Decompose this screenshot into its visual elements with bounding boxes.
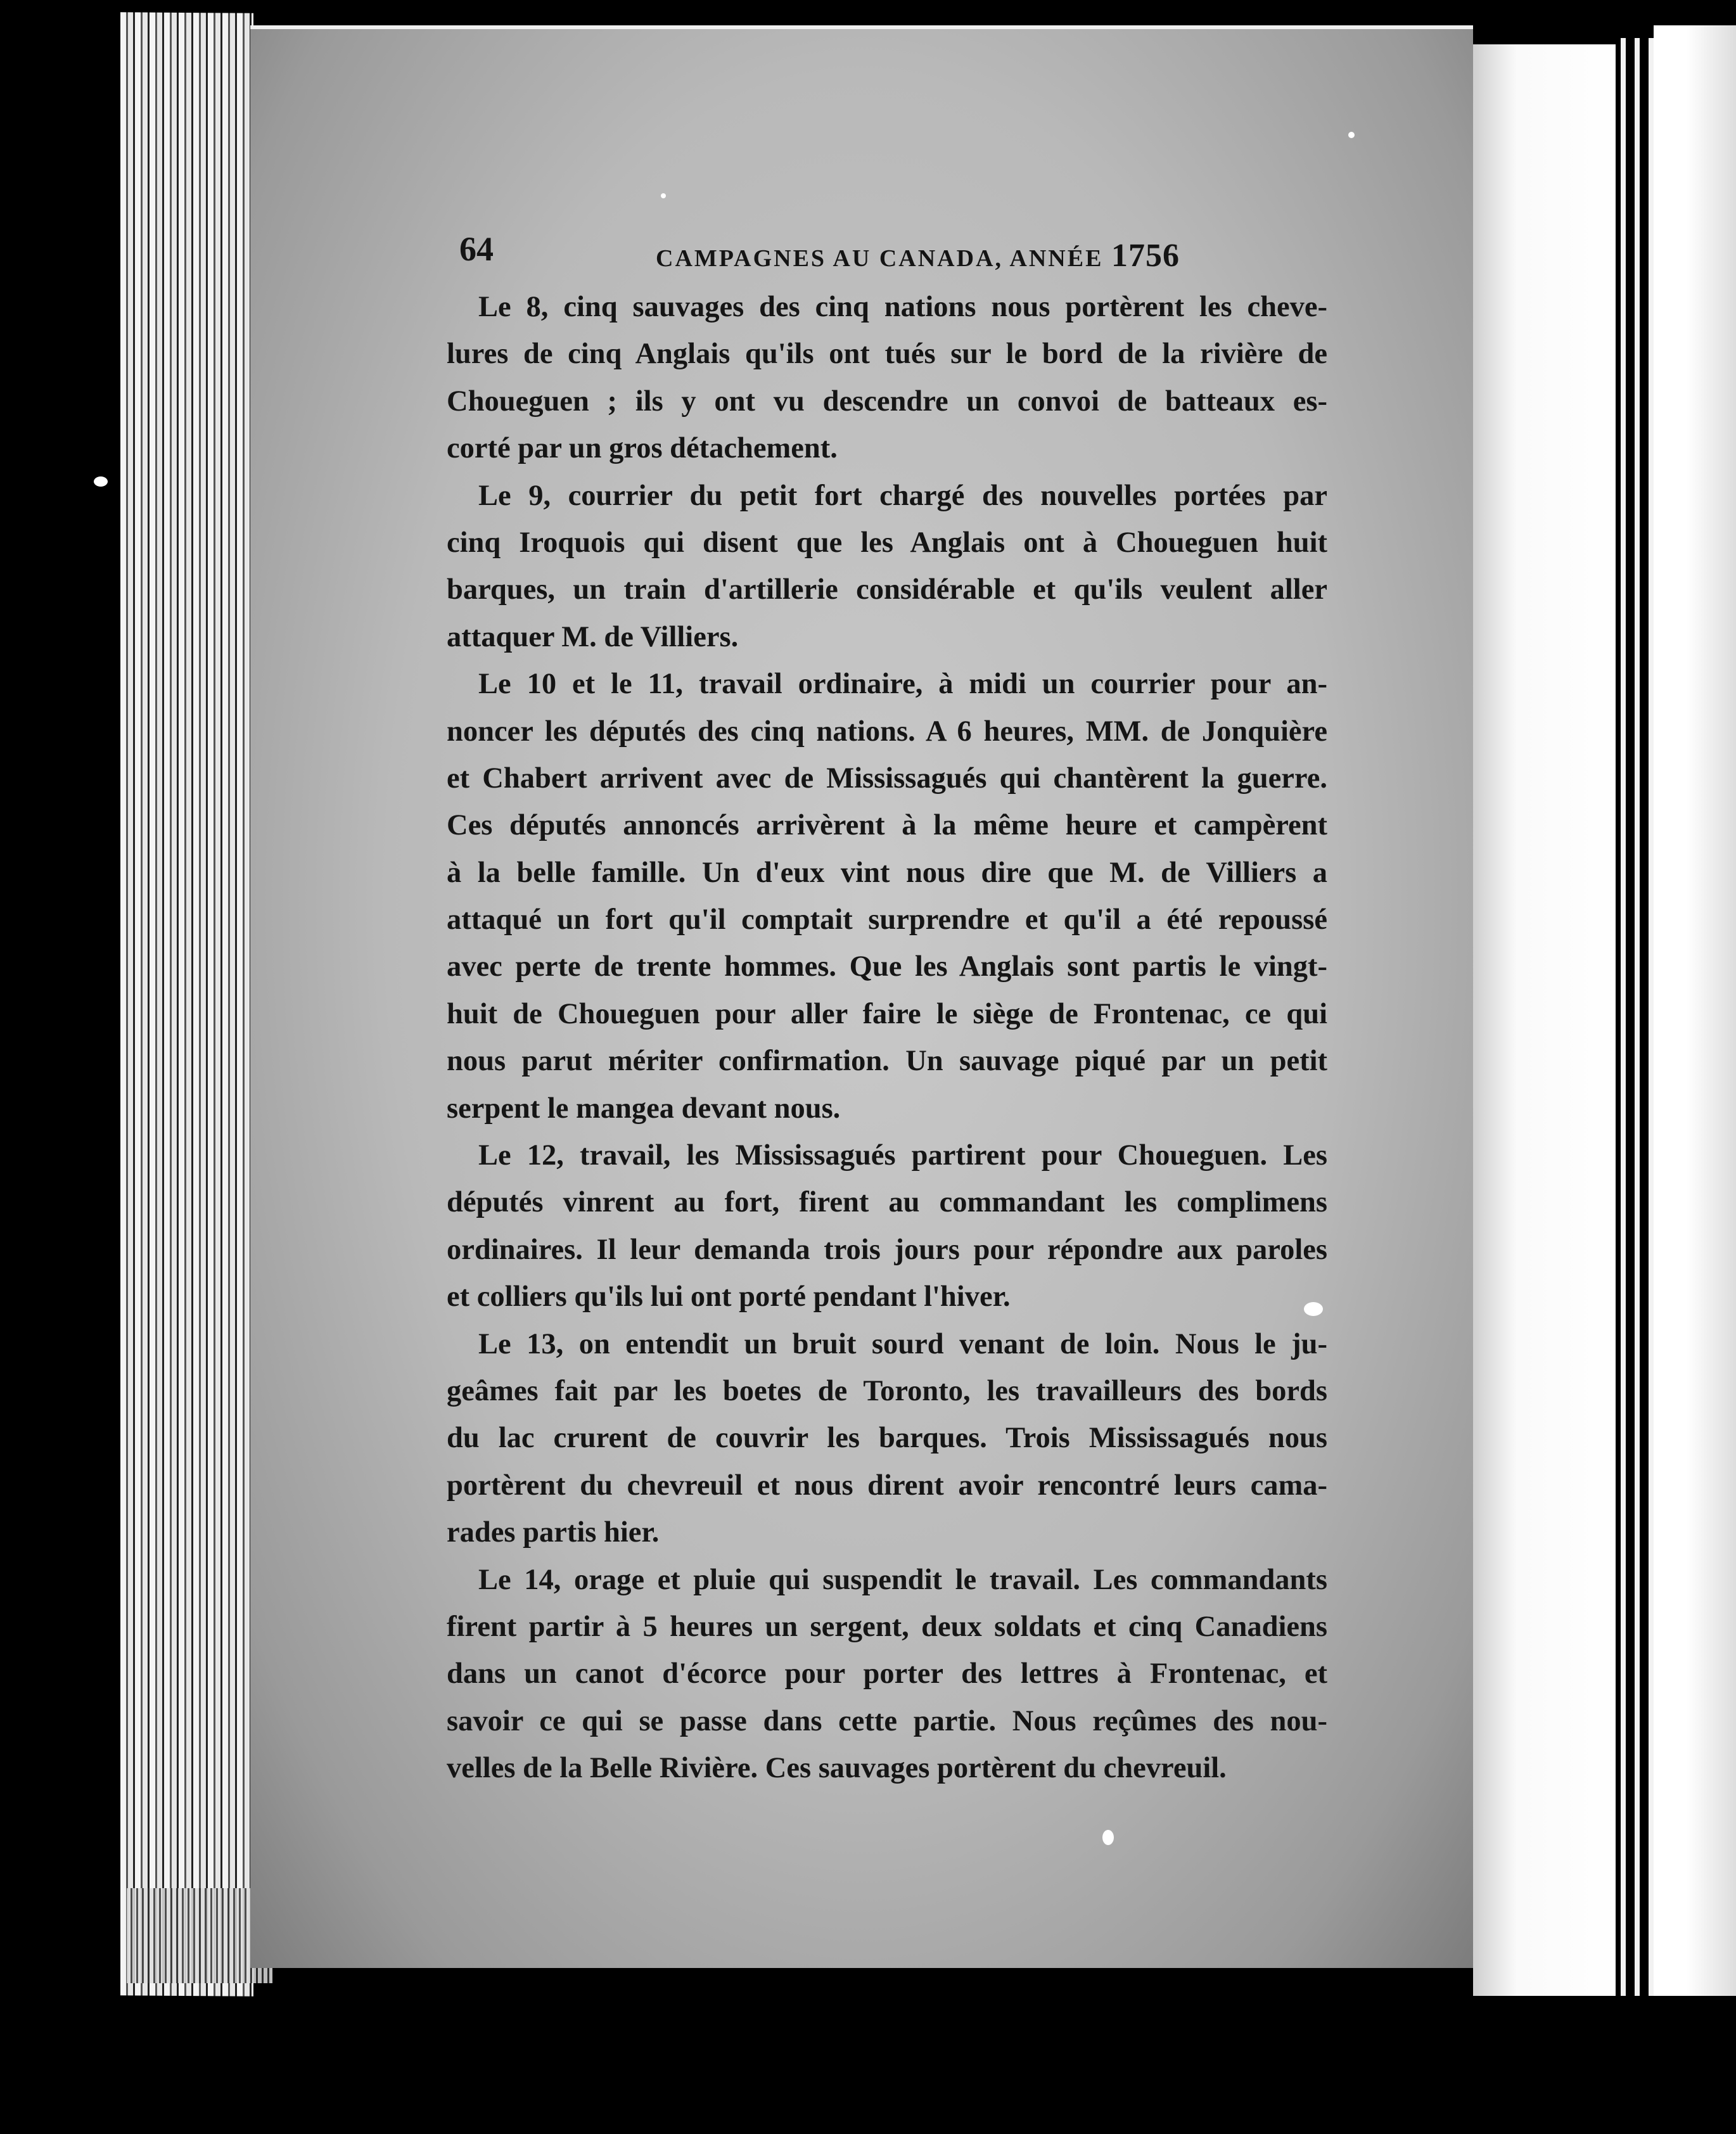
scan-speck xyxy=(1102,1830,1114,1845)
text-line: firent partir à 5 heures un sergent, deux soldats et cinq Canadiens xyxy=(447,1610,1327,1643)
running-head-title: CAMPAGNES AU CANADA, ANNÉE xyxy=(656,245,1104,272)
text-line: savoir ce qui se passe dans cette partie. Nous reçûmes des nou- xyxy=(447,1704,1327,1737)
text-line: Le 10 et le 11, travail ordinaire, à midi un courrier pour an- xyxy=(478,668,1327,701)
facing-page-edge xyxy=(1654,25,1736,1996)
text-line: attaqué un fort qu'il comptait surprendre et qu'il a été repoussé xyxy=(447,904,1327,936)
text-line: ordinaires. Il leur demanda trois jours pour répondre aux paroles xyxy=(447,1233,1327,1266)
text-line: rades partis hier. xyxy=(447,1516,660,1549)
scan-speck xyxy=(661,193,666,198)
paragraph xyxy=(447,473,1327,661)
stacked-page-edges xyxy=(120,12,253,1996)
text-line: serpent le mangea devant nous. xyxy=(447,1092,841,1125)
adjacent-page-margin xyxy=(1473,44,1619,1996)
page-header xyxy=(459,227,1180,278)
text-line: corté par un gros détachement. xyxy=(447,432,838,465)
scan-speck xyxy=(1304,1302,1323,1316)
text-line: et Chabert arrivent avec de Mississagués qui chantèrent la guerre. xyxy=(447,762,1327,795)
text-line: Le 9, courrier du petit fort chargé des nouvelles portées par xyxy=(478,479,1327,512)
text-line: Le 13, on entendit un bruit sourd venant de loin. Nous le ju- xyxy=(478,1327,1327,1360)
scan-speck xyxy=(1348,132,1355,138)
text-line: portèrent du chevreuil et nous dirent avoir rencontré leurs cama- xyxy=(447,1469,1327,1502)
running-head xyxy=(656,237,1180,274)
text-line: Le 8, cinq sauvages des cinq nations nous portèrent les cheve- xyxy=(478,291,1327,323)
text-line: geâmes fait par les boetes de Toronto, les travailleurs des bords xyxy=(447,1374,1327,1407)
text-line: à la belle famille. Un d'eux vint nous dire que M. de Villiers a xyxy=(447,856,1327,889)
body-text xyxy=(447,284,1327,1792)
text-line: du lac crurent de couvrir les barques. Trois Mississagués nous xyxy=(447,1422,1327,1455)
text-line: cinq Iroquois qui disent que les Anglais ont à Choueguen huit xyxy=(447,526,1327,559)
text-line: huit de Choueguen pour aller faire le siège de Frontenac, ce qui xyxy=(447,997,1327,1030)
text-line: barques, un train d'artillerie considérable et qu'ils veulent aller xyxy=(447,573,1327,606)
running-head-year: 1756 xyxy=(1111,238,1180,274)
gutter-edge xyxy=(1616,38,1654,1996)
paragraph xyxy=(447,1557,1327,1792)
text-line: et colliers qu'ils lui ont porté pendant l'hiver. xyxy=(447,1281,1011,1313)
text-line: députés vinrent au fort, firent au commandant les complimens xyxy=(447,1186,1327,1219)
text-line: dans un canot d'écorce pour porter des lettres à Frontenac, et xyxy=(447,1658,1327,1690)
text-line: lures de cinq Anglais qu'ils ont tués sur le bord de la rivière de xyxy=(447,338,1327,371)
paragraph xyxy=(447,1132,1327,1321)
text-line: Le 12, travail, les Mississagués partirent pour Choueguen. Les xyxy=(478,1139,1327,1172)
text-line: nous parut mériter confirmation. Un sauvage piqué par un petit xyxy=(447,1045,1327,1078)
text-line: velles de la Belle Rivière. Ces sauvages portèrent du chevreuil. xyxy=(447,1752,1227,1785)
page-number: 64 xyxy=(459,230,494,268)
paragraph xyxy=(447,284,1327,473)
text-line: Choueguen ; ils y ont vu descendre un convoi de batteaux es- xyxy=(447,385,1327,418)
text-line: avec perte de trente hommes. Que les Anglais sont partis le vingt- xyxy=(447,950,1327,983)
paragraph xyxy=(447,661,1327,1132)
text-line: noncer les députés des cinq nations. A 6 heures, MM. de Jonquière xyxy=(447,715,1327,748)
paragraph xyxy=(447,1321,1327,1557)
scan-speck xyxy=(94,476,108,487)
text-line: Le 14, orage et pluie qui suspendit le travail. Les commandants xyxy=(478,1563,1327,1596)
text-line: attaquer M. de Villiers. xyxy=(447,620,739,653)
text-line: Ces députés annoncés arrivèrent à la même heure et campèrent xyxy=(447,809,1327,842)
